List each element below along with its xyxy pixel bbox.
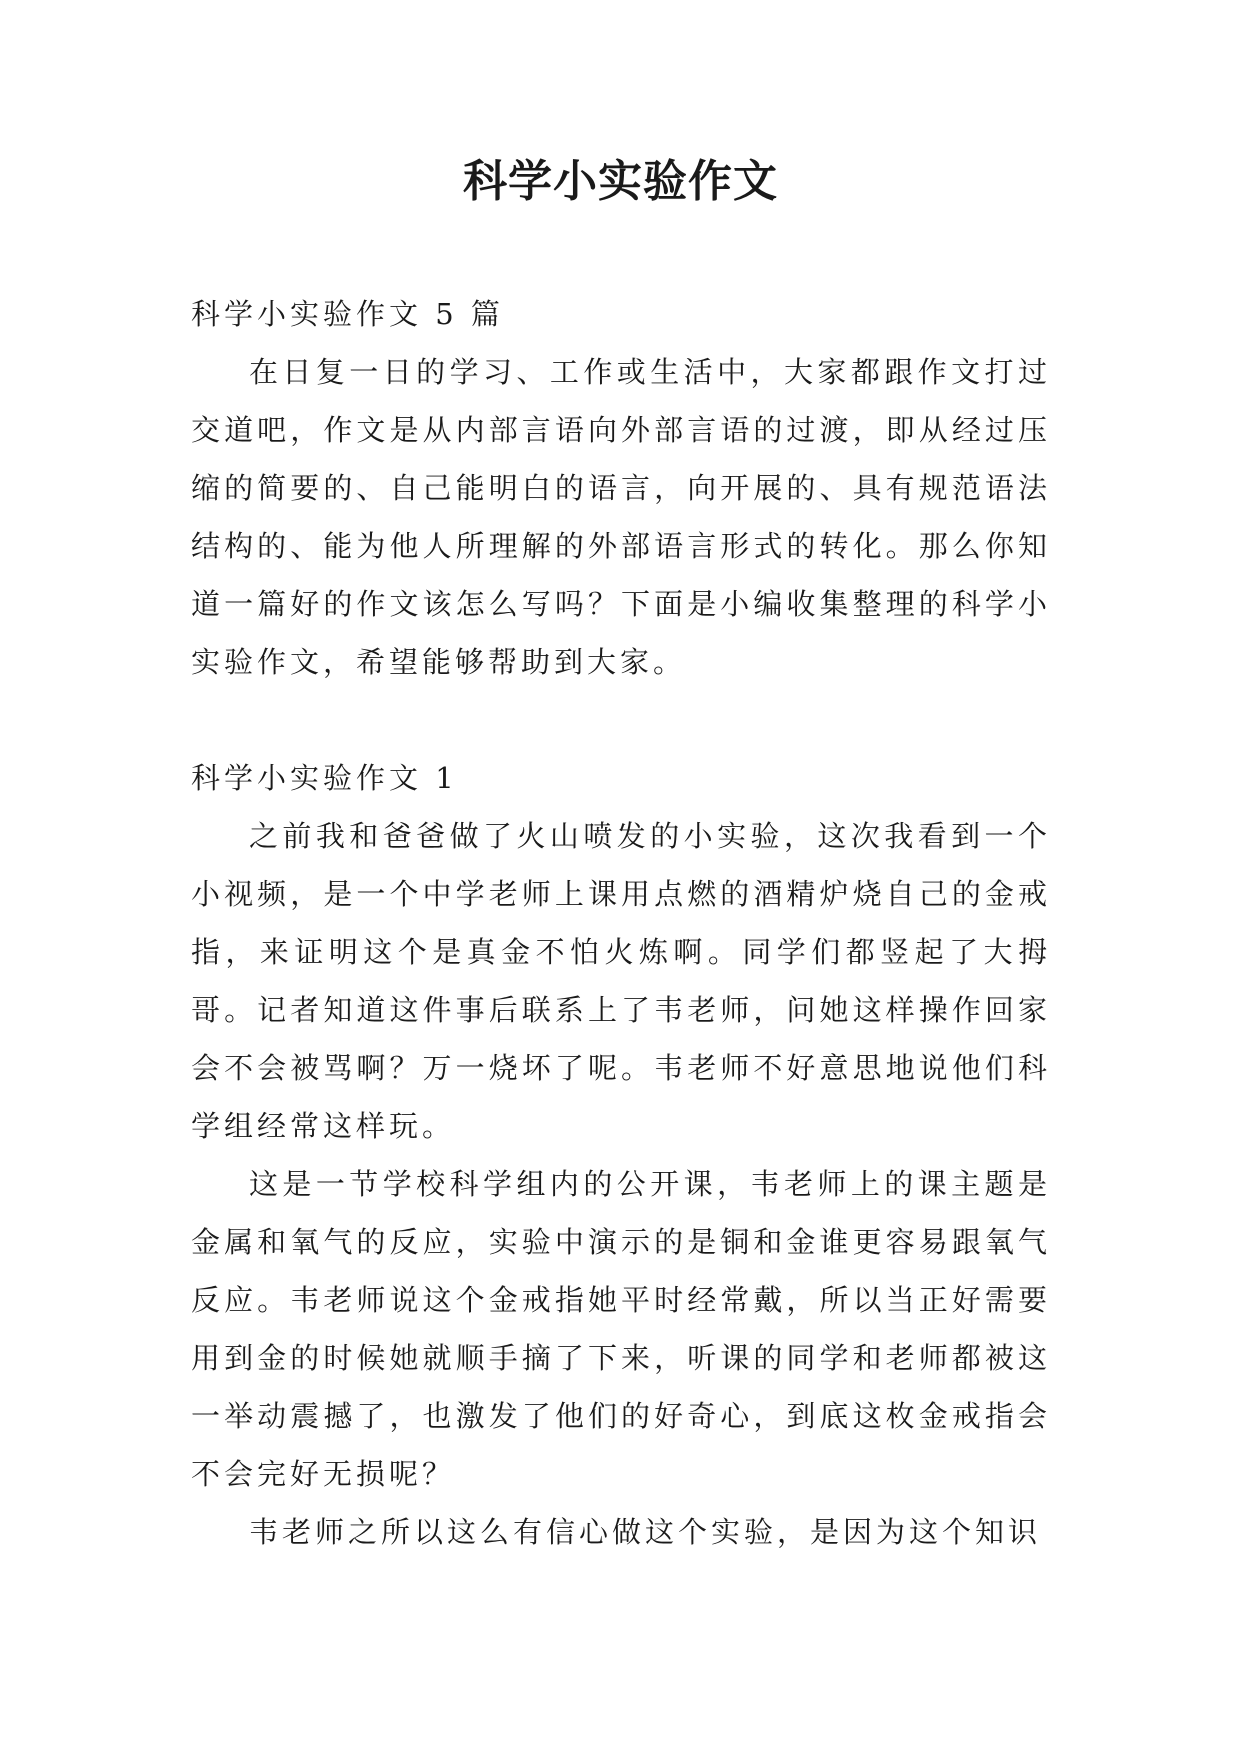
document-body	[191, 285, 1051, 1561]
intro-heading: 科学小实验作文 5 篇	[191, 297, 504, 331]
body-paragraph: 韦老师之所以这么有信心做这个实验，是因为这个知识	[249, 1515, 1042, 1549]
section-heading: 科学小实验作文 1	[191, 761, 458, 795]
body-paragraph: 这是一节学校科学组内的公开课，韦老师上的课主题是金属和氧气的反应，实验中演示的是铜和金谁更容易跟氧气反应。韦老师说这个金戒指她平时经常戴，所以当正好需要用到金的时候她就顺手摘了下来，听课的同学和老师都被这一举动震撼了，也激发了他们的好奇心，到底这枚金戒指会不会完好无损呢？	[191, 1167, 1051, 1491]
document-title: 科学小实验作文	[463, 156, 778, 207]
intro-paragraph: 在日复一日的学习、工作或生活中，大家都跟作文打过交道吧，作文是从内部言语向外部言语的过渡，即从经过压缩的简要的、自己能明白的语言，向开展的、具有规范语法结构的、能为他人所理解的外部语言形式的转化。那么你知道一篇好的作文该怎么写吗？下面是小编收集整理的科学小实验作文，希望能够帮助到大家。	[191, 355, 1051, 679]
body-paragraph: 之前我和爸爸做了火山喷发的小实验，这次我看到一个小视频，是一个中学老师上课用点燃的酒精炉烧自己的金戒指，来证明这个是真金不怕火炼啊。同学们都竖起了大拇哥。记者知道这件事后联系上了韦老师，问她这样操作回家会不会被骂啊？万一烧坏了呢。韦老师不好意思地说他们科学组经常这样玩。	[191, 819, 1051, 1143]
section-spacer	[191, 691, 1051, 749]
